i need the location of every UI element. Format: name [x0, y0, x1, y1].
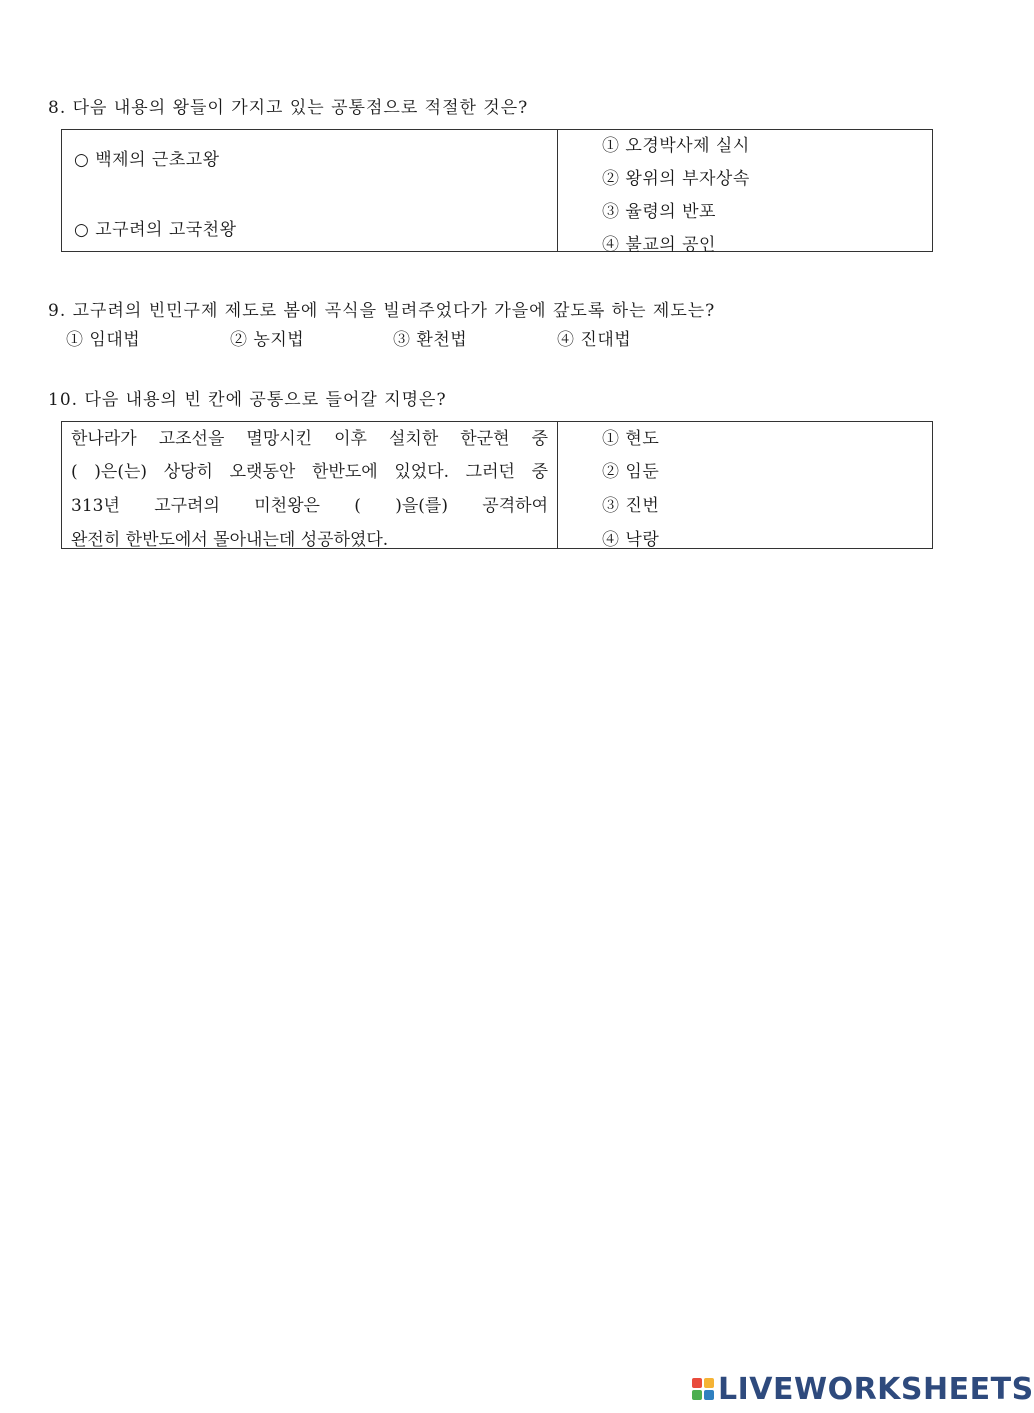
table-divider — [557, 422, 558, 548]
q8-option-1[interactable]: ① 오경박사제 실시 — [602, 136, 750, 156]
q9-option-2[interactable]: ② 농지법 — [230, 330, 305, 350]
logo-text: LIVEWORKSHEETS — [718, 1371, 1034, 1407]
passage-line-3: 313년 고구려의 미천왕은 ( )을(를) 공격하여 — [71, 496, 548, 516]
q9-option-3[interactable]: ③ 환천법 — [393, 330, 468, 350]
q10-option-4[interactable]: ④ 낙랑 — [602, 530, 660, 550]
passage-line-1: 한나라가 고조선을 멸망시킨 이후 설치한 한군현 중 — [71, 429, 548, 449]
q9-option-4[interactable]: ④ 진대법 — [557, 330, 632, 350]
q8-option-3[interactable]: ③ 율령의 반포 — [602, 202, 716, 222]
q9-option-1[interactable]: ① 임대법 — [66, 330, 141, 350]
logo-mark-icon — [692, 1378, 714, 1400]
passage-line-4: 완전히 한반도에서 몰아내는데 성공하였다. — [71, 530, 389, 550]
question-10-table — [61, 421, 933, 549]
question-8-table — [61, 129, 933, 255]
q10-option-3[interactable]: ③ 진번 — [602, 496, 660, 516]
q10-option-2[interactable]: ② 임둔 — [602, 462, 660, 482]
q8-option-4[interactable]: ④ 불교의 공인 — [602, 235, 716, 255]
question-10: 10. 다음 내용의 빈 칸에 공통으로 들어갈 지명은? — [48, 390, 447, 410]
item-goguryeo-king: ○ 고구려의 고국천왕 — [74, 220, 237, 240]
q10-option-1[interactable]: ① 현도 — [602, 429, 660, 449]
q8-option-2[interactable]: ② 왕위의 부자상속 — [602, 169, 750, 189]
passage-line-2: ( )은(는) 상당히 오랫동안 한반도에 있었다. 그러던 중 — [71, 462, 548, 482]
table-divider — [557, 130, 558, 251]
question-9: 9. 고구려의 빈민구제 제도로 봄에 곡식을 빌려주었다가 가을에 갚도록 하는 제도는? — [48, 301, 716, 321]
question-8: 8. 다음 내용의 왕들이 가지고 있는 공통점으로 적절한 것은? — [48, 98, 529, 118]
item-baekje-king: ○ 백제의 근초고왕 — [74, 150, 220, 170]
liveworksheets-logo — [692, 1372, 1034, 1406]
